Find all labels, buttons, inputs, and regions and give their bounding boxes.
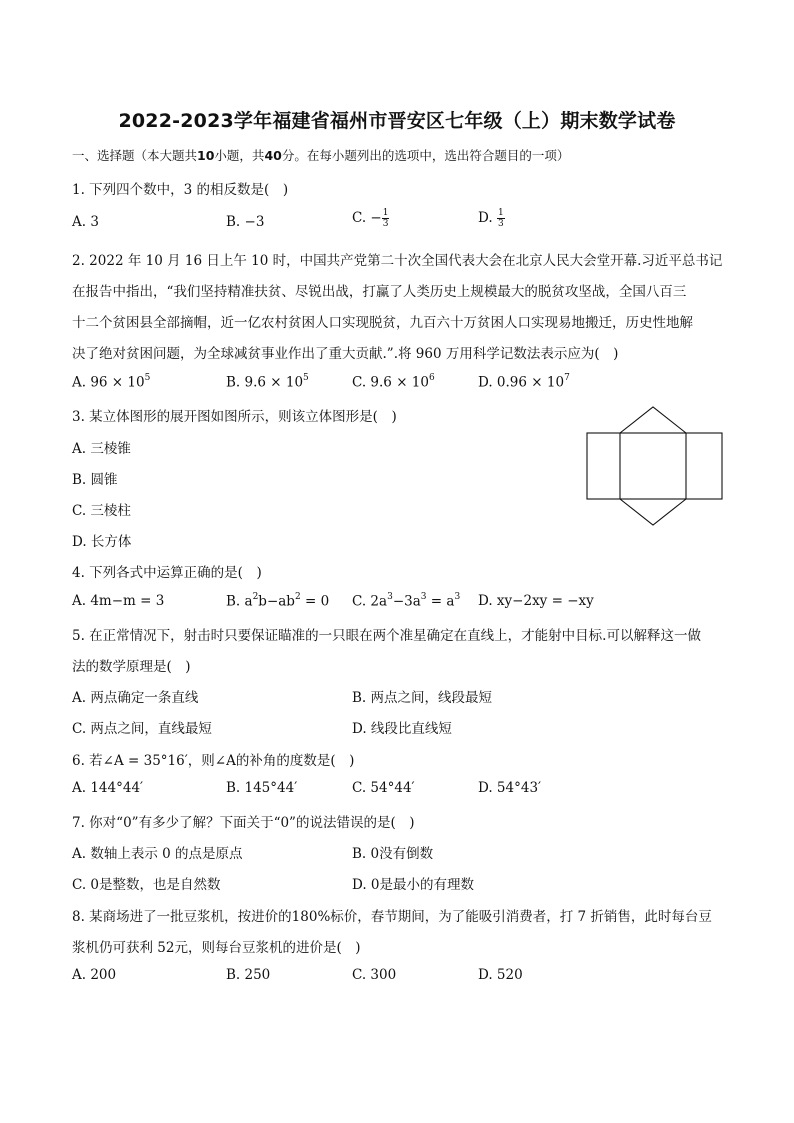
q4-option-d: D. xy−2xy = −xy	[478, 593, 594, 609]
question-3-stem: 3. 某立体图形的展开图如图所示，则该立体图形是( )	[72, 409, 397, 425]
question-5-line-1: 5. 在正常情况下，射击时只要保证瞄准的一只眼在两个准星确定在直线上，才能射中目标.可以解释这一做	[72, 628, 701, 644]
question-8-line-2: 浆机仍可获利 52元，则每台豆浆机的进价是( )	[72, 940, 361, 956]
q7-option-a: A. 数轴上表示 0 的点是原点	[72, 846, 243, 862]
q7-option-d: D. 0是最小的有理数	[352, 877, 475, 893]
section-heading: 一、选择题（本大题共10小题，共40分。在每小题列出的选项中，选出符合题目的一项）	[72, 148, 570, 163]
question-6-stem: 6. 若∠A = 35°16′，则∠A的补角的度数是( )	[72, 753, 355, 769]
q3-option-a: A. 三棱锥	[72, 441, 131, 457]
q1-option-a: A. 3	[72, 214, 99, 230]
q8-option-b: B. 250	[226, 967, 271, 983]
q2-option-a: A. $96 \times 10^5$	[72, 373, 151, 391]
q8-option-d: D. 520	[478, 967, 523, 983]
question-5-line-2: 法的数学原理是( )	[72, 659, 191, 675]
q8-option-a: A. 200	[72, 967, 117, 983]
q1-option-b: B. −3	[226, 214, 265, 230]
q3-option-c: C. 三棱柱	[72, 503, 131, 519]
q4-option-c: C. $2a^3-3a^3 = a^3$	[352, 592, 461, 610]
net-top-triangle	[620, 407, 686, 433]
page-title: 2022-2023学年福建省福州市晋安区七年级（上）期末数学试卷	[118, 110, 676, 132]
question-8-line-1: 8. 某商场进了一批豆浆机，按进价的180%标价，春节期间，为了能吸引消费者，打 7 折销售，此时每台豆	[72, 909, 712, 925]
question-2-line-4: 决了绝对贫困问题，为全球减贫事业作出了重大贡献.”.将 960 万用科学记数法表示应为( )	[72, 346, 619, 362]
q2-option-b: B. $9.6 \times 10^5$	[226, 373, 309, 391]
q5-option-d: D. 线段比直线短	[352, 721, 452, 737]
q5-option-c: C. 两点之间，直线最短	[72, 721, 212, 737]
question-2-line-1: 2. 2022 年 10 月 16 日上午 10 时，中国共产党第二十次全国代表大会在北京人民大会堂开幕.习近平总书记	[72, 253, 723, 269]
question-2-line-2: 在报告中指出，“我们坚持精准扶贫、尽锐出战，打赢了人类历史上规模最大的脱贫攻坚战，全国八百三	[72, 284, 687, 300]
question-4-stem: 4. 下列各式中运算正确的是( )	[72, 565, 262, 581]
q3-option-d: D. 长方体	[72, 534, 132, 550]
q5-option-b: B. 两点之间，线段最短	[352, 690, 493, 706]
question-1-stem: 1. 下列四个数中，3 的相反数是( )	[72, 182, 289, 198]
question-2-line-3: 十二个贫困县全部摘帽，近一亿农村贫困人口实现脱贫，九百六十万贫困人口实现易地搬迁，历史性地解	[72, 315, 693, 331]
q4-option-a: A. 4m−m = 3	[72, 593, 165, 609]
q6-option-d: D. 54°43′	[478, 780, 542, 796]
q6-option-a: A. 144°44′	[72, 780, 144, 796]
question-7-stem: 7. 你对“0”有多少了解？下面关于“0”的说法错误的是( )	[72, 815, 415, 831]
q3-option-b: B. 圆锥	[72, 472, 118, 488]
q8-option-c: C. 300	[352, 967, 397, 983]
net-bottom-triangle	[620, 499, 686, 525]
q5-option-a: A. 两点确定一条直线	[72, 690, 199, 706]
net-outer-rect	[587, 433, 722, 499]
q7-option-c: C. 0是整数，也是自然数	[72, 877, 221, 893]
q7-option-b: B. 0没有倒数	[352, 846, 434, 862]
q1-option-d: D. $\frac{1}{3}$	[478, 208, 504, 229]
prism-net-figure	[586, 406, 724, 528]
q6-option-b: B. 145°44′	[226, 780, 298, 796]
q2-option-d: D. $0.96 \times 10^7$	[478, 373, 570, 391]
q2-option-c: C. $9.6 \times 10^6$	[352, 373, 435, 391]
q1-option-c: C. − $\frac{1}{3}$	[352, 208, 389, 229]
q6-option-c: C. 54°44′	[352, 780, 415, 796]
q4-option-b: B. $a^2b-ab^2 = 0$	[226, 592, 330, 610]
